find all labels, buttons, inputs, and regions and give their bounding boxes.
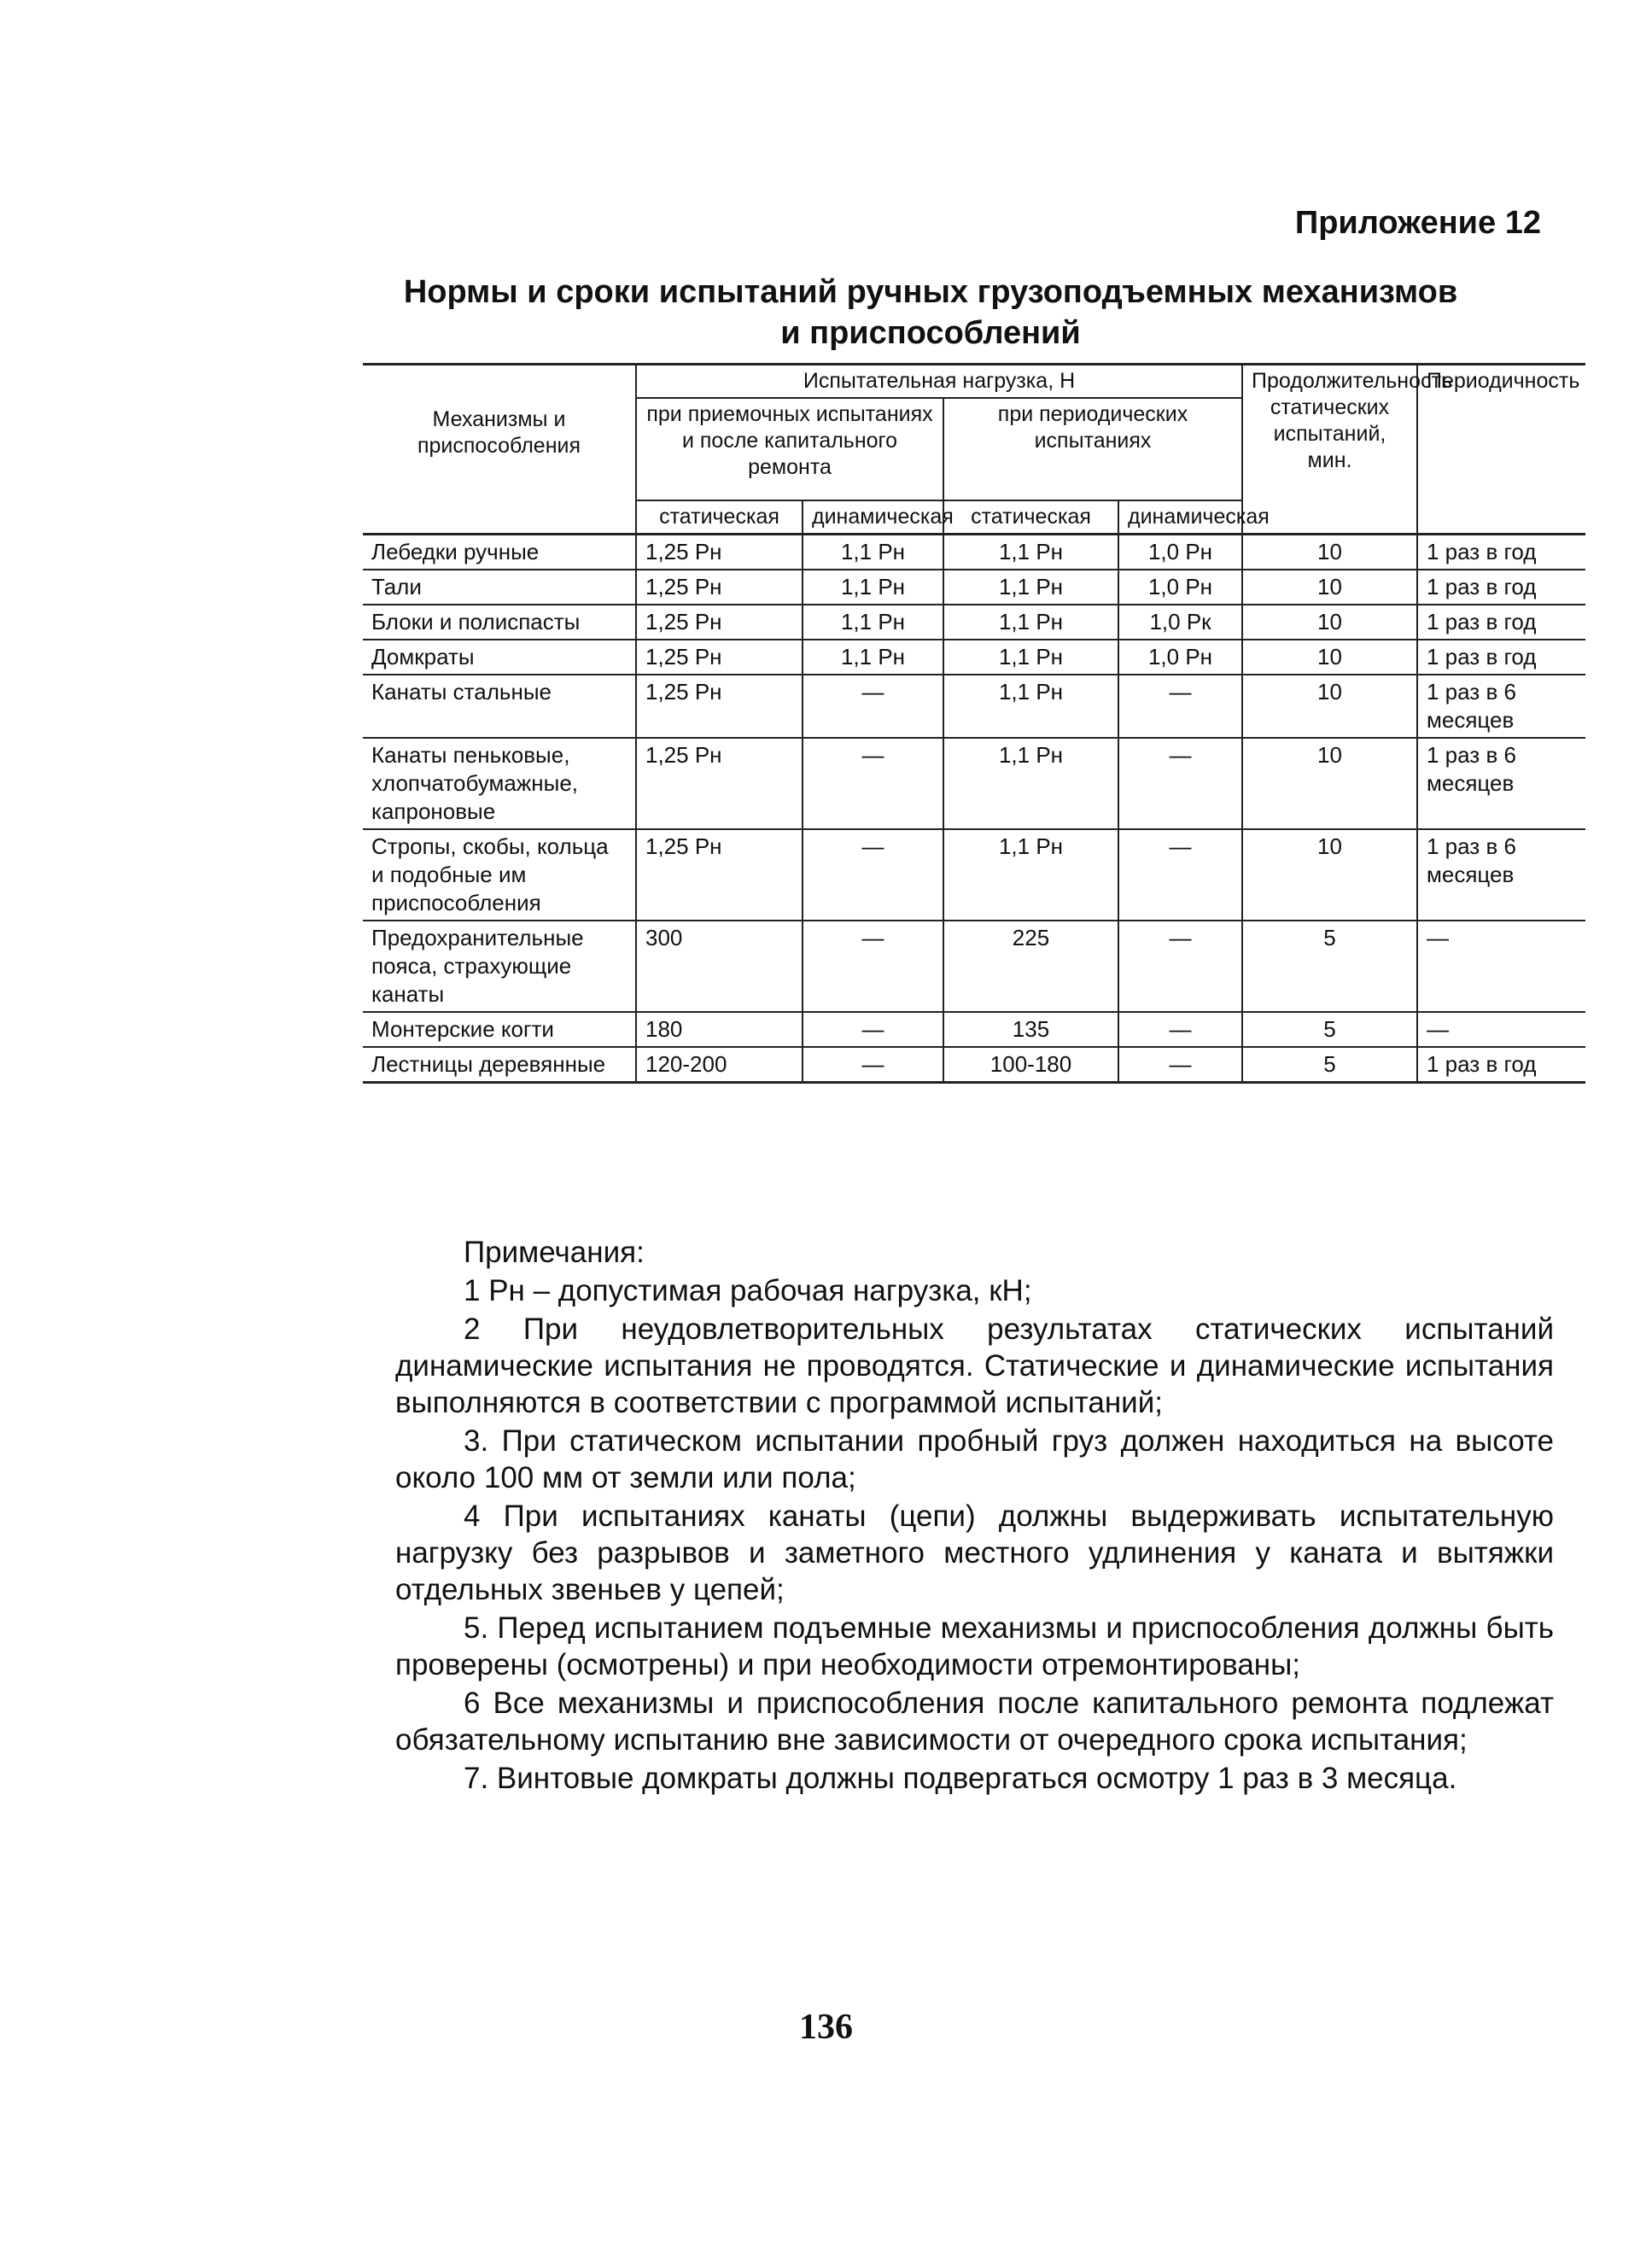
- cell-periodicity: 1 раз в 6 месяцев: [1417, 675, 1585, 738]
- table-body: [363, 535, 1585, 1083]
- cell-periodic-dynamic: —: [1118, 738, 1242, 829]
- cell-acceptance-static: 1,25 Рн: [636, 640, 803, 675]
- cell-mechanism: Блоки и полиспасты: [363, 605, 636, 640]
- table-row: [363, 605, 1585, 640]
- cell-duration: 10: [1242, 605, 1417, 640]
- note-item: 3. При статическом испытании пробный груз должен находиться на высоте около 100 мм от земли или пола;: [395, 1424, 1554, 1494]
- cell-acceptance-dynamic: —: [803, 1047, 943, 1083]
- cell-acceptance-static: 1,25 Рн: [636, 675, 803, 738]
- note-item: 2 При неудовлетворительных результатах статических испытаний динамические испытания не проводятся. Статические и динамические испытания выполняются в соответствии с программой испытаний;: [395, 1313, 1554, 1419]
- cell-acceptance-dynamic: 1,1 Рн: [803, 570, 943, 605]
- cell-mechanism: Домкраты: [363, 640, 636, 675]
- notes-heading: Примечания:: [464, 1236, 645, 1269]
- header-row-1: [363, 365, 1585, 399]
- cell-acceptance-dynamic: —: [803, 738, 943, 829]
- document-title: [359, 272, 1503, 354]
- cell-periodic-dynamic: 1,0 Рк: [1118, 605, 1242, 640]
- cell-periodic-static: 135: [943, 1012, 1118, 1047]
- header-duration: Продолжительность статических испытаний, мин.: [1242, 365, 1417, 535]
- cell-periodicity: 1 раз в год: [1417, 570, 1585, 605]
- cell-acceptance-static: 300: [636, 921, 803, 1012]
- note-item: 1 Рн – допустимая рабочая нагрузка, кН;: [464, 1274, 1032, 1307]
- cell-periodic-static: 1,1 Рн: [943, 829, 1118, 921]
- note-item: 5. Перед испытанием подъемные механизмы и приспособления должны быть проверены (осмотрены) и при необходимости отремонтированы;: [395, 1611, 1554, 1681]
- cell-periodicity: —: [1417, 921, 1585, 1012]
- cell-periodic-static: 1,1 Рн: [943, 570, 1118, 605]
- cell-periodic-dynamic: —: [1118, 829, 1242, 921]
- table-row: [363, 829, 1585, 921]
- cell-periodic-dynamic: —: [1118, 921, 1242, 1012]
- page-number: 136: [799, 2008, 853, 2047]
- cell-acceptance-dynamic: —: [803, 675, 943, 738]
- cell-periodic-dynamic: 1,0 Рн: [1118, 640, 1242, 675]
- cell-periodicity: 1 раз в год: [1417, 640, 1585, 675]
- note-item: 7. Винтовые домкраты должны подвергаться осмотру 1 раз в 3 месяца.: [464, 1762, 1457, 1795]
- note-item: 6 Все механизмы и приспособления после капитального ремонта подлежат обязательному испытанию вне зависимости от очередного срока испытания;: [395, 1687, 1554, 1757]
- table-row: [363, 1047, 1585, 1083]
- cell-mechanism: Лебедки ручные: [363, 535, 636, 570]
- title-line-1: Нормы и сроки испытаний ручных грузоподъемных механизмов: [403, 274, 1458, 310]
- cell-duration: 10: [1242, 570, 1417, 605]
- cell-acceptance-dynamic: 1,1 Рн: [803, 605, 943, 640]
- header-mechanism: Механизмы и приспособления: [363, 365, 636, 535]
- cell-duration: 10: [1242, 829, 1417, 921]
- cell-acceptance-static: 120-200: [636, 1047, 803, 1083]
- cell-acceptance-static: 180: [636, 1012, 803, 1047]
- cell-duration: 5: [1242, 1012, 1417, 1047]
- cell-periodicity: 1 раз в год: [1417, 535, 1585, 570]
- title-line-2: и приспособлений: [780, 315, 1081, 351]
- notes: [395, 1234, 1554, 1798]
- cell-duration: 5: [1242, 921, 1417, 1012]
- table-row: [363, 1012, 1585, 1047]
- header-acceptance: при приемочных испытаниях и после капитального ремонта: [636, 398, 943, 500]
- cell-duration: 10: [1242, 675, 1417, 738]
- cell-periodic-dynamic: —: [1118, 1047, 1242, 1083]
- header-acceptance-dynamic: динамическая: [803, 500, 943, 535]
- cell-periodicity: —: [1417, 1012, 1585, 1047]
- cell-acceptance-dynamic: 1,1 Рн: [803, 640, 943, 675]
- cell-acceptance-static: 1,25 Рн: [636, 829, 803, 921]
- cell-periodicity: 1 раз в год: [1417, 1047, 1585, 1083]
- cell-duration: 10: [1242, 738, 1417, 829]
- cell-acceptance-static: 1,25 Рн: [636, 570, 803, 605]
- header-test-load: Испытательная нагрузка, Н: [636, 365, 1242, 399]
- note-item: 4 При испытаниях канаты (цепи) должны выдерживать испытательную нагрузку без разрывов и заметного местного удлинения у каната и вытяжки отдельных звеньев у цепей;: [395, 1500, 1554, 1606]
- cell-periodicity: 1 раз в 6 месяцев: [1417, 829, 1585, 921]
- cell-periodic-static: 1,1 Рн: [943, 738, 1118, 829]
- cell-mechanism: Тали: [363, 570, 636, 605]
- cell-periodic-dynamic: —: [1118, 675, 1242, 738]
- cell-duration: 10: [1242, 640, 1417, 675]
- cell-mechanism: Канаты стальные: [363, 675, 636, 738]
- header-periodic-dynamic: динамическая: [1118, 500, 1242, 535]
- cell-mechanism: Монтерские когти: [363, 1012, 636, 1047]
- cell-acceptance-dynamic: —: [803, 829, 943, 921]
- cell-mechanism: Канаты пеньковые, хлопчатобумажные, капроновые: [363, 738, 636, 829]
- cell-mechanism: Предохранительные пояса, страхующие канаты: [363, 921, 636, 1012]
- cell-acceptance-dynamic: —: [803, 921, 943, 1012]
- cell-periodic-static: 225: [943, 921, 1118, 1012]
- cell-duration: 5: [1242, 1047, 1417, 1083]
- cell-duration: 10: [1242, 535, 1417, 570]
- table-row: [363, 738, 1585, 829]
- cell-periodic-static: 1,1 Рн: [943, 535, 1118, 570]
- cell-periodicity: 1 раз в 6 месяцев: [1417, 738, 1585, 829]
- cell-acceptance-dynamic: —: [803, 1012, 943, 1047]
- cell-acceptance-static: 1,25 Рн: [636, 605, 803, 640]
- table-row: [363, 921, 1585, 1012]
- cell-periodic-dynamic: 1,0 Рн: [1118, 535, 1242, 570]
- cell-periodic-static: 1,1 Рн: [943, 675, 1118, 738]
- cell-periodic-dynamic: 1,0 Рн: [1118, 570, 1242, 605]
- norms-table: [363, 363, 1585, 1084]
- header-periodicity: Периодичность: [1417, 365, 1585, 535]
- cell-mechanism: Стропы, скобы, кольца и подобные им приспособления: [363, 829, 636, 921]
- table-row: [363, 570, 1585, 605]
- cell-periodic-static: 100-180: [943, 1047, 1118, 1083]
- cell-periodic-static: 1,1 Рн: [943, 640, 1118, 675]
- header-acceptance-static: статическая: [636, 500, 803, 535]
- table-row: [363, 535, 1585, 570]
- cell-periodic-dynamic: —: [1118, 1012, 1242, 1047]
- table-row: [363, 675, 1585, 738]
- cell-periodic-static: 1,1 Рн: [943, 605, 1118, 640]
- cell-acceptance-static: 1,25 Рн: [636, 535, 803, 570]
- table-row: [363, 640, 1585, 675]
- header-periodic-static: статическая: [943, 500, 1118, 535]
- appendix-label: Приложение 12: [1294, 205, 1541, 241]
- header-periodic: при периодических испытаниях: [943, 398, 1242, 500]
- cell-acceptance-dynamic: 1,1 Рн: [803, 535, 943, 570]
- cell-acceptance-static: 1,25 Рн: [636, 738, 803, 829]
- cell-periodicity: 1 раз в год: [1417, 605, 1585, 640]
- cell-mechanism: Лестницы деревянные: [363, 1047, 636, 1083]
